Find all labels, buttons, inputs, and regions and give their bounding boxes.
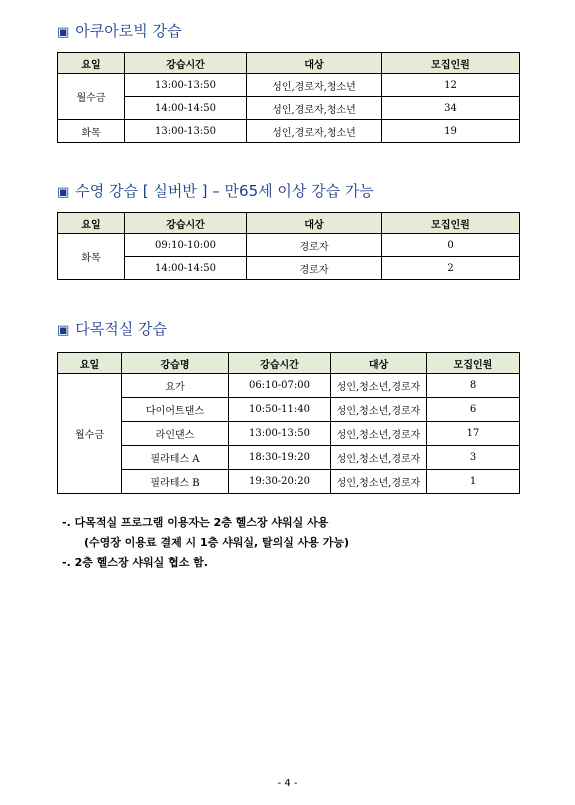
target-cell: 경로자 xyxy=(247,234,382,257)
header-cell: 요일 xyxy=(58,53,125,74)
header-cell: 대상 xyxy=(331,353,427,374)
square-bullet-icon: ▣ xyxy=(57,323,70,338)
table-row xyxy=(58,74,520,97)
note-line: -. 다목적실 프로그램 이용자는 2층 헬스장 샤워실 사용 xyxy=(62,516,329,529)
table-row xyxy=(58,97,520,120)
day-cell: 화목 xyxy=(58,120,125,143)
header-cell: 대상 xyxy=(247,213,382,234)
section-heading xyxy=(57,318,519,340)
count-cell: 6 xyxy=(427,398,520,422)
table-header-row xyxy=(58,353,520,374)
header-cell: 모집인원 xyxy=(427,353,520,374)
header-cell: 강습시간 xyxy=(229,353,331,374)
header-cell: 강습시간 xyxy=(125,53,247,74)
header-cell: 강습시간 xyxy=(125,213,247,234)
count-cell: 3 xyxy=(427,446,520,470)
section-silver-swim xyxy=(57,180,519,280)
square-bullet-icon: ▣ xyxy=(57,25,70,40)
header-cell: 요일 xyxy=(58,213,125,234)
page-number: - 4 - xyxy=(277,778,298,789)
time-cell: 06:10-07:00 xyxy=(229,374,331,398)
table-row xyxy=(58,470,520,494)
time-cell: 19:30-20:20 xyxy=(229,470,331,494)
time-cell: 13:00-13:50 xyxy=(125,120,247,143)
aquarobic-table xyxy=(57,52,520,143)
table-header-row xyxy=(58,213,520,234)
header-cell: 모집인원 xyxy=(382,213,520,234)
class-name-cell: 필라테스 A xyxy=(122,446,229,470)
target-cell: 성인,청소년,경로자 xyxy=(331,470,427,494)
section-title: 다목적실 강습 xyxy=(75,320,168,338)
section-title: 수영 강습 [ 실버반 ] – 만65세 이상 강습 가능 xyxy=(75,182,374,200)
target-cell: 성인,경로자,청소년 xyxy=(247,97,382,120)
table-header-row xyxy=(58,53,520,74)
count-cell: 17 xyxy=(427,422,520,446)
day-cell: 월수금 xyxy=(58,74,125,120)
table-row xyxy=(58,422,520,446)
table-row xyxy=(58,120,520,143)
count-cell: 0 xyxy=(382,234,520,257)
section-heading xyxy=(57,20,519,42)
day-cell: 화목 xyxy=(58,234,125,280)
section-heading xyxy=(57,180,519,202)
silver-swim-table xyxy=(57,212,520,280)
class-name-cell: 라인댄스 xyxy=(122,422,229,446)
time-cell: 10:50-11:40 xyxy=(229,398,331,422)
class-name-cell: 필라테스 B xyxy=(122,470,229,494)
time-cell: 13:00-13:50 xyxy=(125,74,247,97)
target-cell: 성인,청소년,경로자 xyxy=(331,398,427,422)
target-cell: 성인,경로자,청소년 xyxy=(247,74,382,97)
count-cell: 34 xyxy=(382,97,520,120)
count-cell: 8 xyxy=(427,374,520,398)
table-row xyxy=(58,257,520,280)
time-cell: 18:30-19:20 xyxy=(229,446,331,470)
table-row xyxy=(58,446,520,470)
time-cell: 14:00-14:50 xyxy=(125,257,247,280)
note-line: -. 2층 헬스장 샤워실 협소 함. xyxy=(62,556,208,569)
count-cell: 12 xyxy=(382,74,520,97)
time-cell: 09:10-10:00 xyxy=(125,234,247,257)
count-cell: 19 xyxy=(382,120,520,143)
header-cell: 대상 xyxy=(247,53,382,74)
class-name-cell: 요가 xyxy=(122,374,229,398)
target-cell: 성인,청소년,경로자 xyxy=(331,422,427,446)
target-cell: 성인,경로자,청소년 xyxy=(247,120,382,143)
square-bullet-icon: ▣ xyxy=(57,185,70,200)
header-cell: 강습명 xyxy=(122,353,229,374)
day-cell: 월수금 xyxy=(58,374,122,494)
section-aquarobic xyxy=(57,20,519,143)
note-line: (수영장 이용료 결제 시 1층 샤워실, 탈의실 사용 가능) xyxy=(84,536,350,549)
multipurpose-table xyxy=(57,352,520,494)
table-row xyxy=(58,374,520,398)
count-cell: 2 xyxy=(382,257,520,280)
class-name-cell: 다이어트댄스 xyxy=(122,398,229,422)
table-row xyxy=(58,234,520,257)
time-cell: 14:00-14:50 xyxy=(125,97,247,120)
notes xyxy=(62,513,349,573)
target-cell: 성인,청소년,경로자 xyxy=(331,374,427,398)
target-cell: 경로자 xyxy=(247,257,382,280)
section-multipurpose xyxy=(57,318,519,494)
header-cell: 모집인원 xyxy=(382,53,520,74)
time-cell: 13:00-13:50 xyxy=(229,422,331,446)
header-cell: 요일 xyxy=(58,353,122,374)
section-title: 아쿠아로빅 강습 xyxy=(75,22,182,40)
target-cell: 성인,청소년,경로자 xyxy=(331,446,427,470)
table-row xyxy=(58,398,520,422)
count-cell: 1 xyxy=(427,470,520,494)
